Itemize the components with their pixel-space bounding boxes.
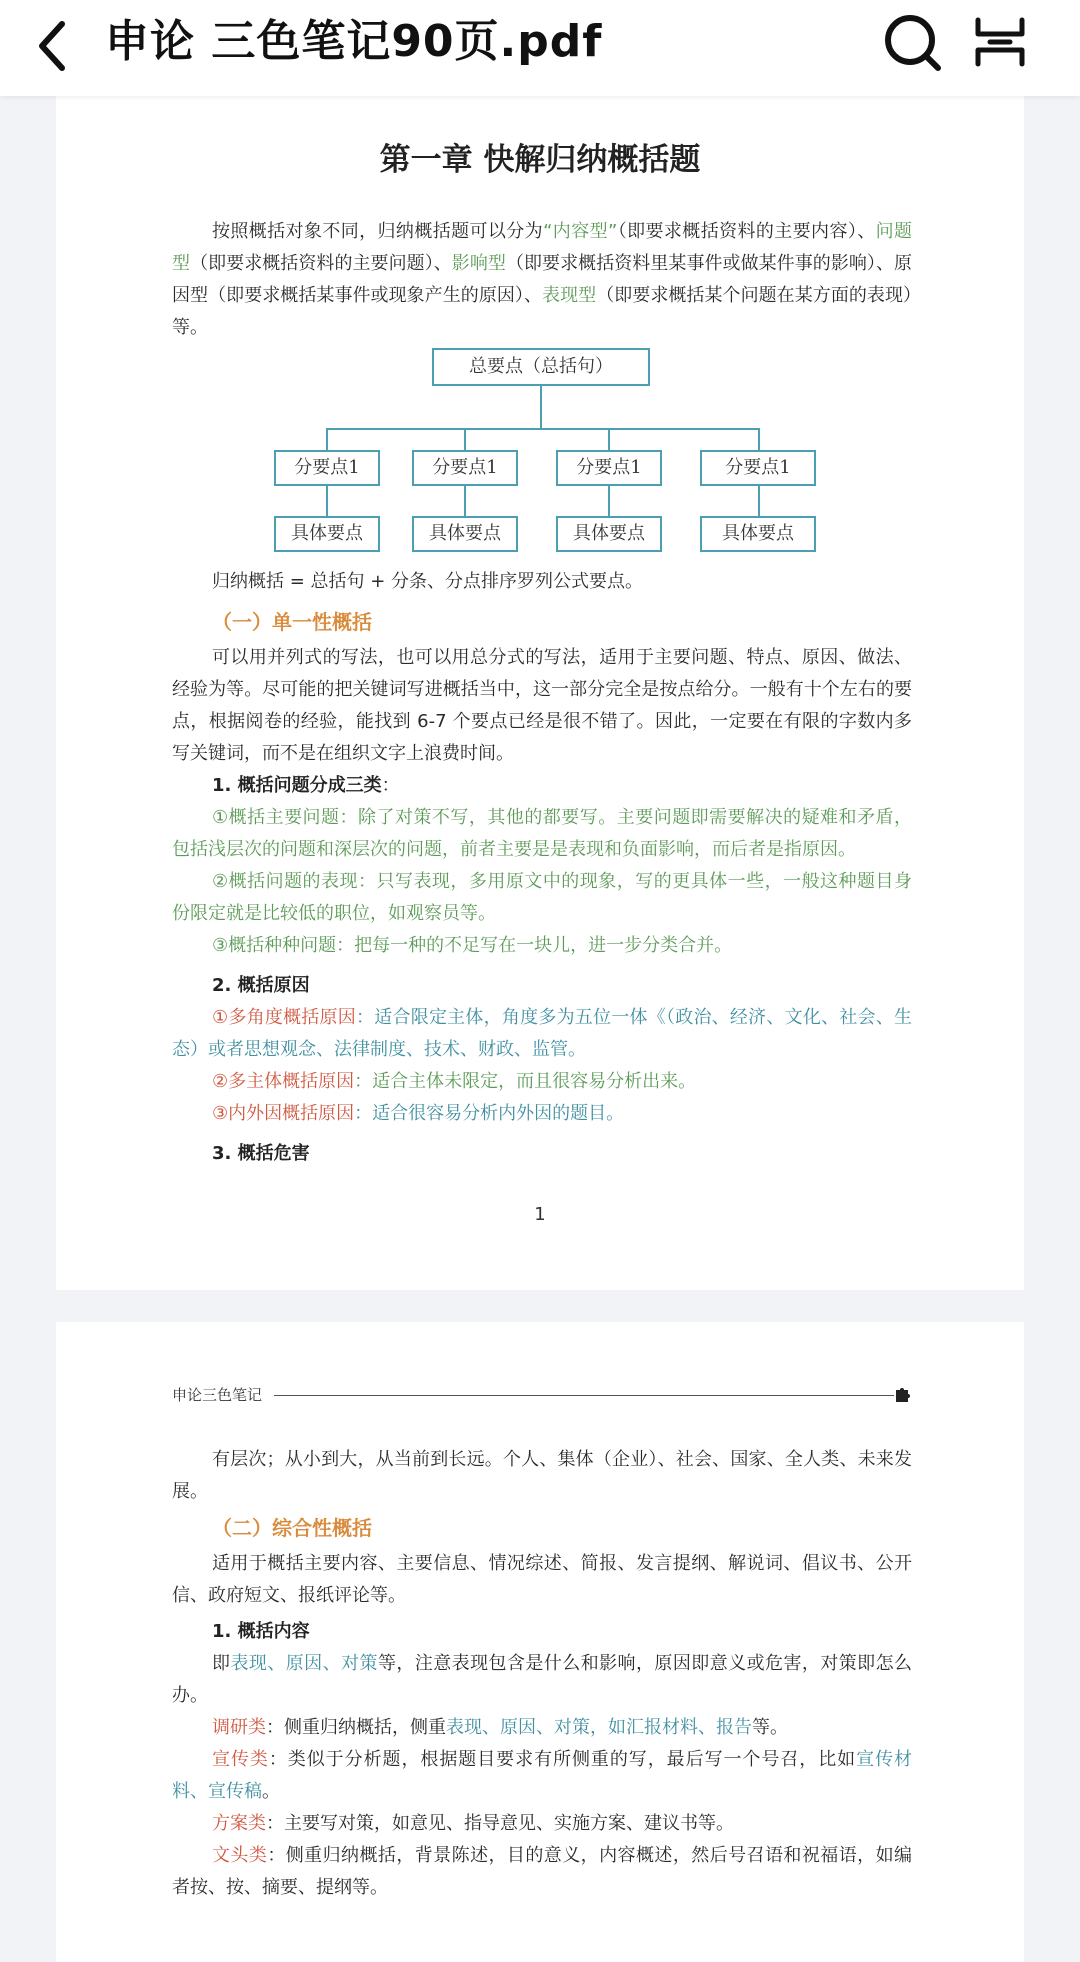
menu-button[interactable]: [970, 10, 1030, 74]
document-title: 申论 三色笔记90页.pdf: [105, 16, 603, 67]
header-rule: [274, 1395, 894, 1396]
diagram-leaf: 具体要点: [556, 516, 662, 552]
running-header: 申论三色笔记: [172, 1386, 263, 1404]
intro-paragraph: 按照概括对象不同，归纳概括题可以分为“内容型”（即要求概括资料的主要内容）、问题型（即要求概括资料的主要问题）、影响型（即要求概括资料里某事件或做某件事的影响）、原因型（即要求概括某事件或现象产生的原因）、表现型（即要求概括某个问题在某方面的表现）等。: [172, 221, 913, 338]
reason-item: ①多角度概括原因：适合限定主体，角度多为五位一体《（政治、经济、文化、社会、生态）或者思想观念、法律制度、技术、财政、监管。: [172, 1007, 913, 1060]
section1-paragraph: 可以用并列式的写法，也可以用总分式的写法，适用于主要问题、特点、原因、做法、经验为等。尽可能的把关键词写进概括当中，这一部分完全是按点给分。一般有十个左右的要点，根据阅卷的经验，能找到 6-7 个要点已经是很不错了。因此，一定要在有限的字数内多写关键词，而不是在组织文字上浪费时间。: [172, 647, 912, 764]
diagram-branch: 分要点1: [700, 450, 816, 486]
chapter-title: 第一章 快解归纳概括题: [379, 142, 701, 178]
continued-paragraph: 有层次；从小到大，从当前到长远。个人、集体（企业）、社会、国家、全人类、未来发展。: [172, 1449, 912, 1502]
problem-item: ②概括问题的表现：只写表现，多用原文中的现象，写的更具体一些，一般这种题目身份限定就是比较低的职位，如观察员等。: [172, 871, 912, 924]
page-number: 1: [534, 1204, 546, 1225]
diagram-leaf: 具体要点: [700, 516, 816, 552]
diagram-branch: 分要点1: [412, 450, 518, 486]
content-paragraph: 即表现、原因、对策等，注意表现包含是什么和影响，原因即意义或危害，对策即怎么办。: [172, 1653, 913, 1706]
puzzle-icon: [892, 1384, 912, 1404]
diagram-leaf: 具体要点: [274, 516, 380, 552]
search-button[interactable]: [878, 8, 946, 76]
problem-item: ③概括种种问题：把每一种的不足写在一块儿，进一步分类合并。: [212, 935, 733, 956]
section-title-2: （二）综合性概括: [212, 1516, 372, 1540]
type-item: 文头类：侧重归纳概括，背景陈述，目的意义，内容概述，然后号召语和祝福语，如编者按、按、摘要、提纲等。: [172, 1845, 913, 1898]
pdf-page-1[interactable]: [56, 96, 1024, 1290]
pdf-page-2[interactable]: [56, 1322, 1024, 1962]
problem-item: ①概括主要问题：除了对策不写，其他的都要写。主要问题即需要解决的疑难和矛盾，包括浅层次的问题和深层次的问题，前者主要是是表现和负面影响，而后者是指原因。: [172, 807, 912, 860]
type-item: 调研类：侧重归纳概括，侧重表现、原因、对策，如汇报材料、报告等。: [212, 1717, 788, 1738]
formula-text: 归纳概括 = 总括句 + 分条、分点排序罗列公式要点。: [212, 571, 644, 592]
diagram-leaf: 具体要点: [412, 516, 518, 552]
type-item: 方案类：主要写对策，如意见、指导意见、实施方案、建议书等。: [212, 1813, 734, 1834]
reason-item: ②多主体概括原因：适合主体未限定，而且很容易分析出来。: [212, 1071, 697, 1092]
sub-title-content: 1. 概括内容: [212, 1621, 310, 1642]
section-title-1: （一）单一性概括: [212, 610, 372, 634]
back-button[interactable]: [30, 10, 80, 80]
reason-item: ③内外因概括原因：适合很容易分析内外因的题目。: [212, 1103, 625, 1124]
section2-paragraph: 适用于概括主要内容、主要信息、情况综述、简报、发言提纲、解说词、倡议书、公开信、政府短文、报纸评论等。: [172, 1553, 912, 1606]
sub-title-reasons: 2. 概括原因: [212, 975, 310, 996]
menu-icon: [970, 10, 1030, 74]
diagram-branch: 分要点1: [556, 450, 662, 486]
type-item: 宣传类：类似于分析题，根据题目要求有所侧重的写，最后写一个号召，比如宣传材料、宣传稿。: [172, 1749, 913, 1802]
sub-title-problems: 1. 概括问题分成三类：: [212, 775, 400, 796]
search-icon: [878, 8, 946, 76]
diagram-branch: 分要点1: [274, 450, 380, 486]
sub-title-harms: 3. 概括危害: [212, 1143, 310, 1164]
top-bar: [0, 0, 1080, 96]
diagram-root: 总要点（总括句）: [432, 348, 650, 386]
chevron-left-icon: [30, 10, 80, 80]
